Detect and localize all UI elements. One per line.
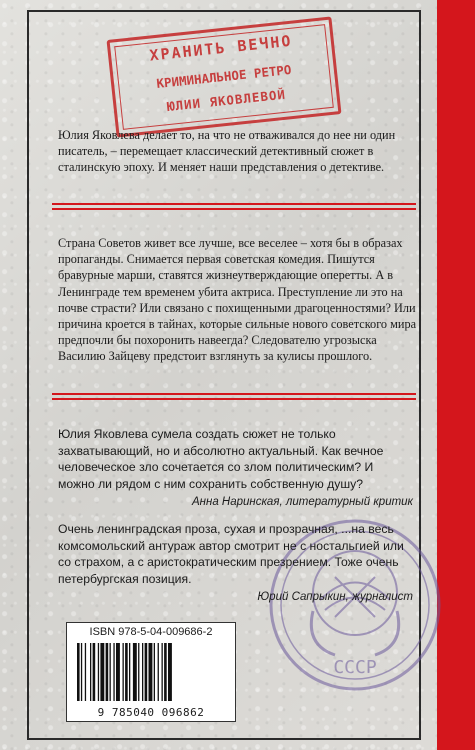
intro-paragraph: Юлия Яковлева делает то, на что не отваживался до нее ни один писатель, – перемещает классический детективный сюжет в сталинскую эпоху. И меняет наши представления о детективе. bbox=[58, 128, 396, 175]
quote-2 bbox=[58, 521, 413, 606]
stamp-line-3: ЮЛИИ ЯКОВЛЕВОЙ bbox=[166, 86, 287, 115]
stamp-line-2: КРИМИНАЛЬНОЕ РЕТРО bbox=[155, 61, 293, 92]
quote-1-text: Юлия Яковлева сумела создать сюжет не только захватывающий, но и абсолютно актуальный. Как вечное человеческое зло сочетается со злом политическим? И можно ли рядом с ним сохранить собственную душу? bbox=[58, 427, 384, 491]
quote-2-author: Юрий Сапрыкин, журналист bbox=[257, 591, 413, 603]
barcode-number: 9 785040 096862 bbox=[97, 706, 205, 719]
ussr-label: СССР bbox=[333, 657, 377, 678]
barcode-bars-icon bbox=[77, 643, 227, 701]
annotation-paragraph: Страна Советов живет все лучше, все веселее – хотя бы в образах пропаганды. Снимается первая советская комедия. Пишутся бравурные марши, ставятся жизнеутверждающие оперетты. А в Ленинграде тем временем убита актриса. Преступление ли это на почве страсти? Или связано с похищенными драгоценностями? Или причина кроется в тайнах, которые сильные нового советского мира предпочли бы похоронить навеегда? Следователю угрозыска Василию Зайцеву предстоит взглянуть за кулисы прошлого. bbox=[58, 236, 417, 364]
stamp-line-1: ХРАНИТЬ ВЕЧНО bbox=[148, 31, 294, 65]
quote-2-text: Очень ленинградская проза, сухая и прозрачная, ...на весь комсомольский антураж автор смотрит не с ностальгией или со страхом, а с аристократическим презрением. Тоже очень петербургская позиция. bbox=[58, 522, 404, 586]
red-divider-2 bbox=[52, 393, 416, 401]
red-divider-1 bbox=[52, 203, 416, 211]
isbn-text: ISBN 978-5-04-009686-2 bbox=[89, 626, 213, 638]
quote-1 bbox=[58, 426, 413, 511]
isbn-barcode bbox=[66, 622, 236, 722]
quote-1-author: Анна Наринская, литературный критик bbox=[192, 496, 413, 508]
